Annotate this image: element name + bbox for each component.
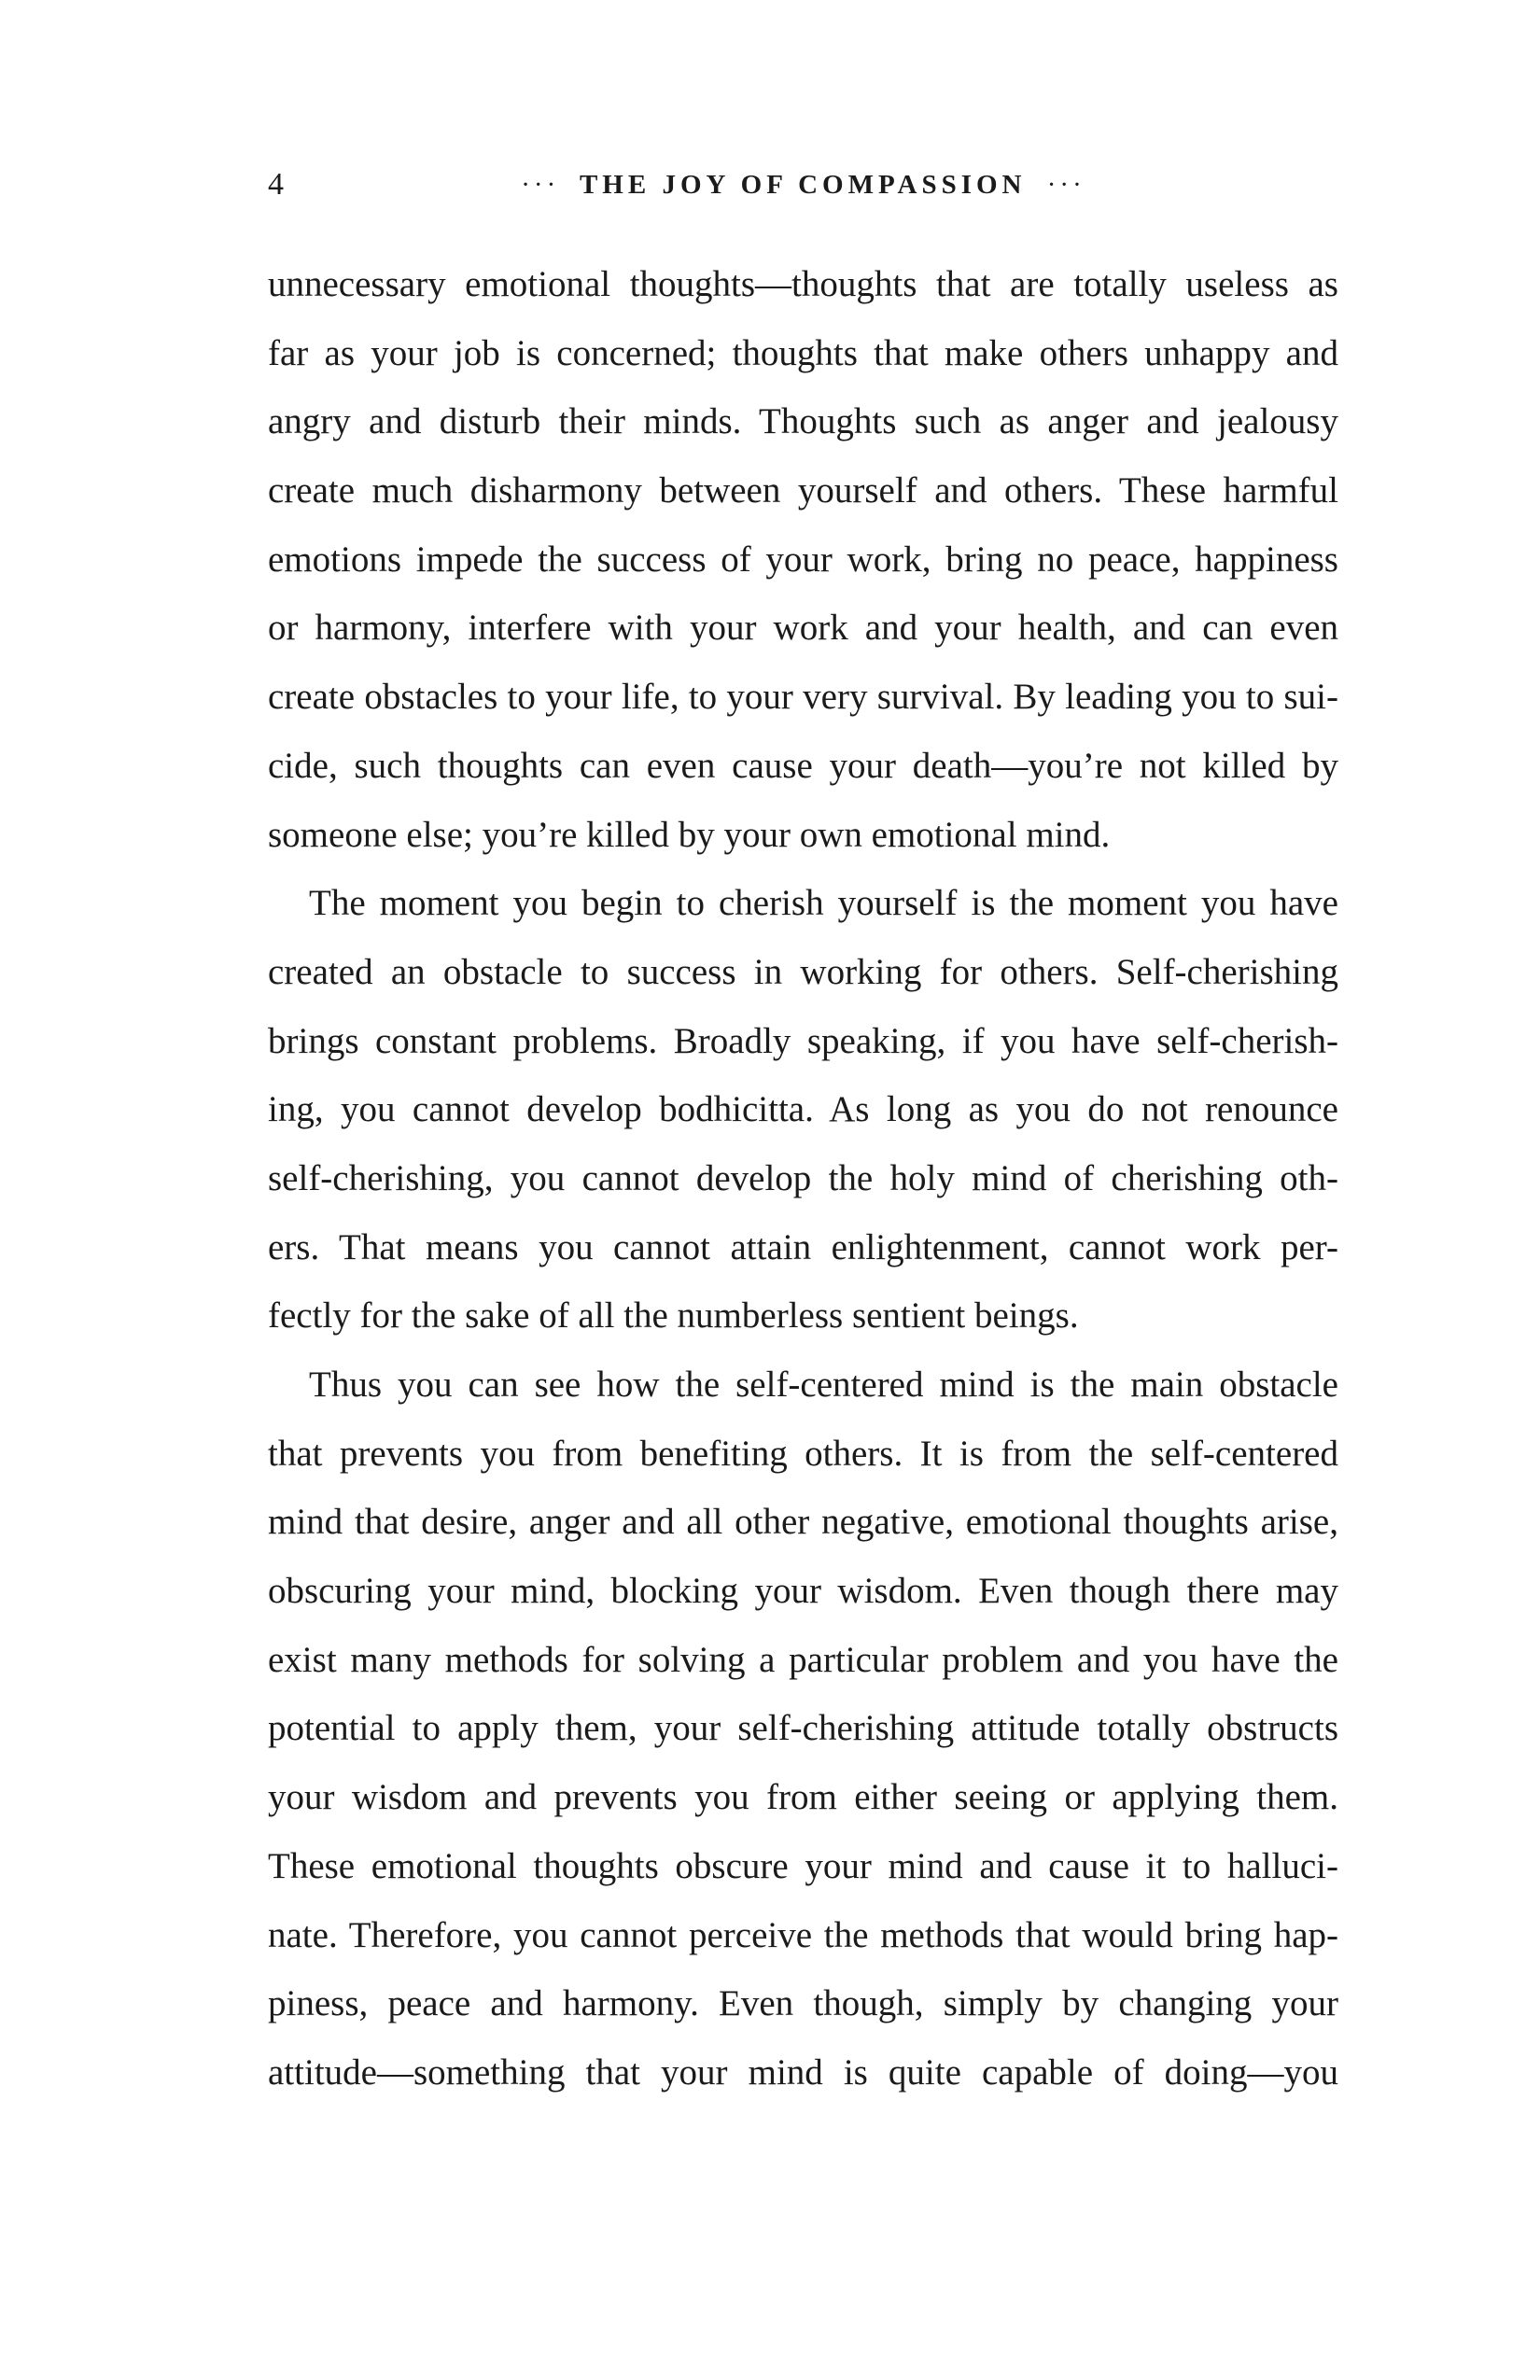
text-line: or harmony, interfere with your work and your health, and can even [268, 608, 1338, 649]
text-line: Thus you can see how the self-centered mind is the main obstacle [309, 1365, 1338, 1405]
text-line: your wisdom and prevents you from either seeing or applying them. [268, 1777, 1338, 1818]
text-line: created an obstacle to success in working for others. Self-cherishing [268, 951, 1338, 992]
running-head-dots-right: ··· [1046, 170, 1085, 200]
text-line: emotions impede the success of your work, bring no peace, happiness [268, 539, 1338, 580]
text-line: ing, you cannot develop bodhicitta. As long as you do not renounce [268, 1089, 1338, 1130]
text-line: The moment you begin to cherish yourself is the moment you have [309, 883, 1338, 924]
text-line: create obstacles to your life, to your very survival. By leading you to sui- [268, 677, 1338, 718]
text-line: someone else; you’re killed by your own emotional mind. [268, 814, 1111, 855]
text-line: brings constant problems. Broadly speaking, if you have self-cherish- [268, 1020, 1338, 1061]
text-line: mind that desire, anger and all other negative, emotional thoughts arise, [268, 1502, 1338, 1543]
page-header [268, 162, 1338, 207]
text-line: piness, peace and harmony. Even though, simply by changing your [268, 1983, 1338, 2024]
page-number: 4 [268, 167, 284, 202]
text-line: fectly for the sake of all the numberless sentient beings. [268, 1295, 1079, 1337]
text-line: ers. That means you cannot attain enlightenment, cannot work per- [268, 1226, 1338, 1267]
text-line: cide, such thoughts can even cause your death—you’re not killed by [268, 745, 1338, 786]
running-head [268, 162, 1338, 207]
text-line: obscuring your mind, blocking your wisdom. Even though there may [268, 1571, 1338, 1612]
text-line: exist many methods for solving a particular problem and you have the [268, 1639, 1338, 1680]
paragraph [268, 1351, 1338, 2107]
text-line: angry and disturb their minds. Thoughts such as anger and jealousy [268, 401, 1338, 442]
text-line: self-cherishing, you cannot develop the holy mind of cherishing oth- [268, 1157, 1338, 1198]
text-line: unnecessary emotional thoughts—thoughts that are totally useless as [268, 264, 1338, 304]
running-head-dots-left: ··· [521, 170, 560, 200]
paragraph [268, 250, 1338, 869]
text-line: far as your job is concerned; thoughts that make others unhappy and [268, 332, 1338, 373]
body-text [268, 250, 1338, 2107]
text-line: These emotional thoughts obscure your mind and cause it to halluci- [268, 1845, 1338, 1886]
text-line: attitude—something that your mind is quite capable of doing—you [268, 2051, 1338, 2093]
paragraph [268, 869, 1338, 1351]
text-line: potential to apply them, your self-cherishing attitude totally obstructs [268, 1708, 1338, 1749]
text-line: create much disharmony between yourself and others. These harmful [268, 470, 1338, 511]
running-head-title: THE JOY OF COMPASSION [579, 170, 1027, 200]
text-line: nate. Therefore, you cannot perceive the methods that would bring hap- [268, 1914, 1338, 1955]
text-line: that prevents you from benefiting others. It is from the self-centered [268, 1433, 1338, 1474]
